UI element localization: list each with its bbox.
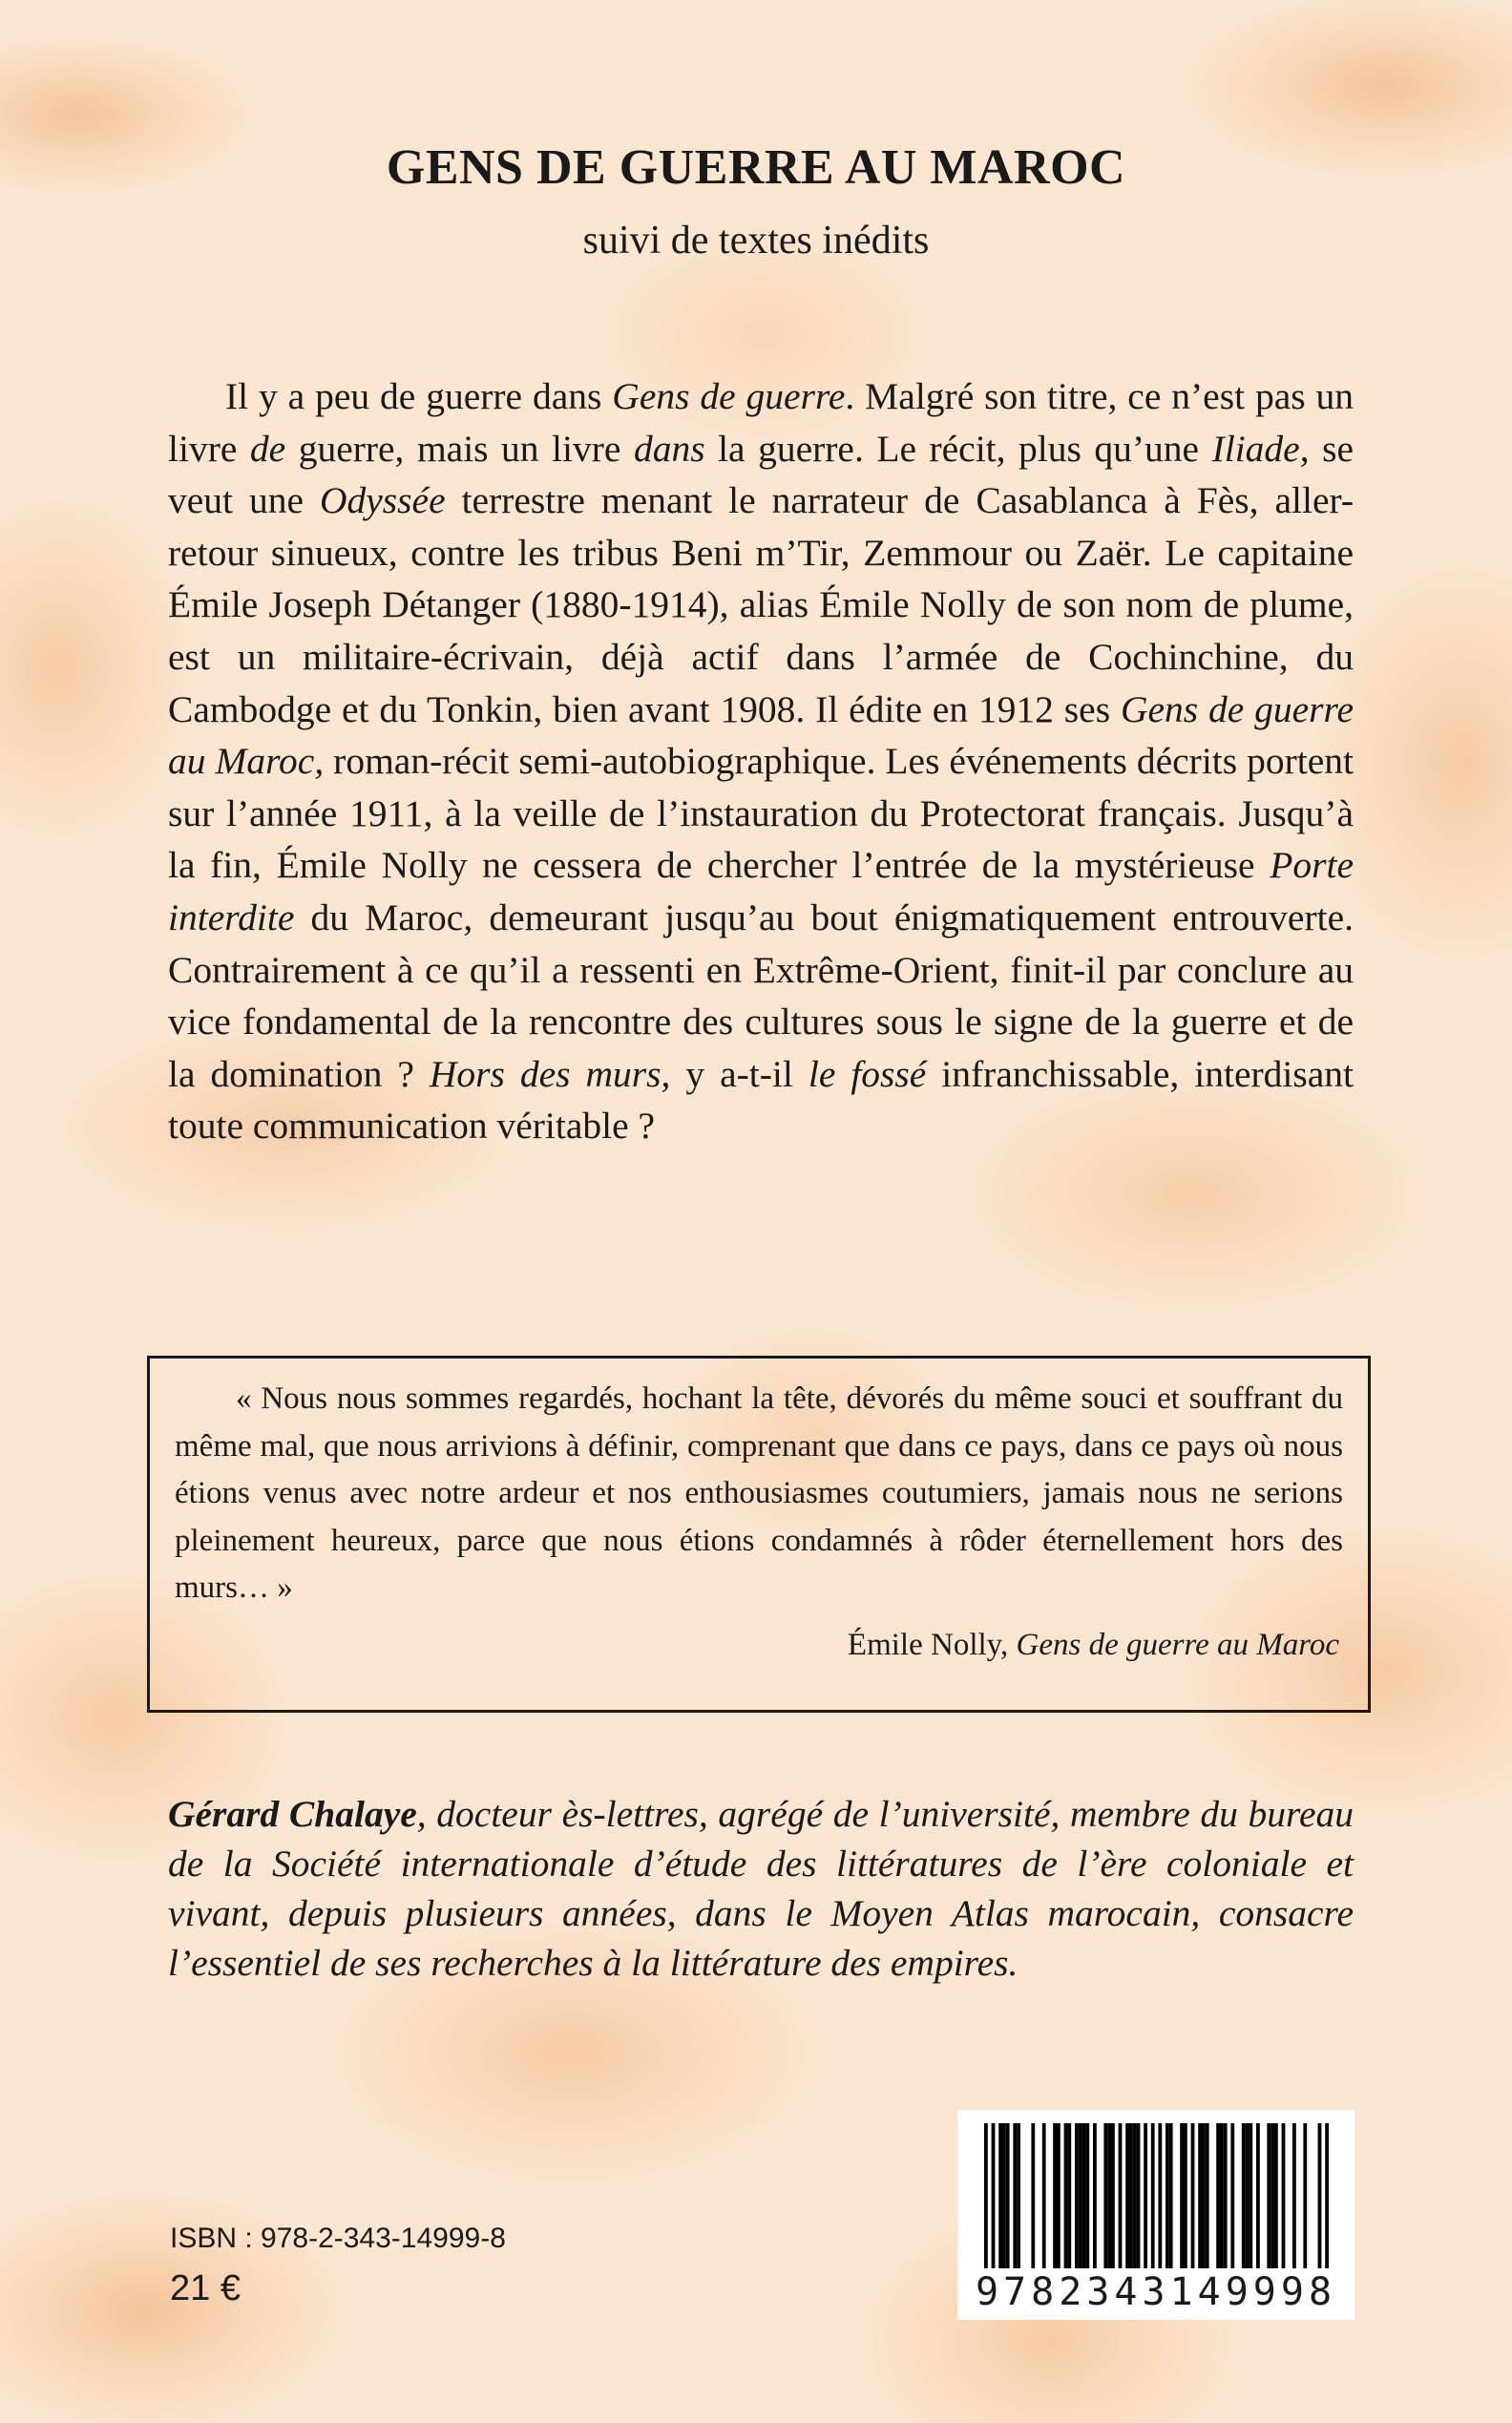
barcode-bar: [1202, 2123, 1206, 2268]
barcode-bar: [1169, 2123, 1173, 2268]
quote-attribution: [848, 1622, 1339, 1670]
barcode-bar: [1125, 2123, 1129, 2268]
summary-italic: dans: [633, 427, 705, 470]
barcode-bar: [1151, 2123, 1155, 2268]
barcode-bar: [1013, 2123, 1017, 2268]
barcode-bar: [1082, 2123, 1086, 2268]
summary-italic: Iliade: [1211, 427, 1300, 470]
barcode-bar: [1249, 2123, 1252, 2268]
barcode-bar: [1230, 2123, 1234, 2268]
barcode-bar: [1166, 2123, 1169, 2268]
summary-italic: Gens de guerre au Maroc,: [168, 687, 1354, 783]
barcode-bar: [1158, 2123, 1162, 2268]
barcode-bar: [1318, 2123, 1322, 2268]
barcode-bar: [1256, 2123, 1260, 2268]
barcode-bar: [1031, 2123, 1035, 2268]
summary-text: roman-récit semi-autobiographique. Les événements décrits portent sur l’année 1911, à la veille de l’instauration du Protectorat français. Jusqu’à la fin, Émile Nolly ne cessera de chercher l’entrée de la mystérieuse: [168, 740, 1354, 887]
barcode-bar: [1093, 2123, 1097, 2268]
book-subtitle: suivi de textes inédits: [582, 219, 930, 263]
barcode-bar: [1267, 2123, 1270, 2268]
barcode-bar: [1053, 2123, 1057, 2268]
barcode-bar: [1220, 2123, 1224, 2268]
barcode-bar: [1144, 2123, 1147, 2268]
summary-text: terrestre menant le narrateur de Casablanca à Fès, aller-retour sinueux, contre les tribus Beni m’Tir, Zemmour ou Zaër. Le capitaine Émile Joseph Détanger (1880-1914), alias Émile Nolly de son nom de plume, est un militaire-écrivain, déjà actif dans l’armée de Cochinchine, du Cambodge et du Tonkin, bien avant 1908. Il édite en 1912 ses: [168, 479, 1354, 730]
barcode-bar: [1017, 2123, 1020, 2268]
barcode: [957, 2110, 1354, 2320]
barcode-bar: [1274, 2123, 1278, 2268]
barcode-bar: [984, 2123, 988, 2268]
barcode-bar: [1292, 2123, 1296, 2268]
summary-italic: le fossé: [808, 1052, 927, 1095]
summary-italic: Porte interdite: [168, 844, 1354, 938]
quote-text: « Nous nous sommes regardés, hochant la tête, dévorés du même souci et souffrant du même mal, que nous arrivions à définir, comprenant que dans ce pays, dans ce pays où nous étions venus avec notre ardeur et nos enthousiasmes coutumiers, jamais nous ne serions pleinement heureux, parce que nous étions condamnés à rôder éternellement hors des murs… »: [175, 1381, 1343, 1605]
barcode-bar: [998, 2123, 1002, 2268]
barcode-bar: [1242, 2123, 1246, 2268]
barcode-bar: [1085, 2123, 1089, 2268]
author-bio-text: , docteur ès-lettres, agrégé de l’université, membre du bureau de la Société internationale d’étude des littératures de l’ère coloniale et vivant, depuis plusieurs années, dans le Moyen Atlas marocain, consacre l’essentiel de ses recherches à la littérature des empires.: [168, 1793, 1354, 1984]
barcode-bar: [1119, 2123, 1123, 2268]
barcode-bar: [1206, 2123, 1209, 2268]
summary-italic: Odyssée: [319, 479, 446, 522]
author-name: Gérard Chalaye: [168, 1793, 417, 1835]
quote-work: Gens de guerre au Maroc: [1016, 1628, 1339, 1662]
summary-paragraph: [168, 370, 1354, 1152]
author-bio: [168, 1789, 1354, 1988]
summary-text: , y a-t-il: [661, 1052, 808, 1095]
barcode-bar: [1270, 2123, 1274, 2268]
barcode-bar: [1057, 2123, 1060, 2268]
barcode-bar: [1191, 2123, 1195, 2268]
summary-italic: de: [249, 427, 286, 470]
price-label: 21 €: [170, 2268, 241, 2308]
summary-text: , se veut une: [168, 427, 1354, 522]
barcode-bar: [1002, 2123, 1006, 2268]
barcode-bar: [1042, 2123, 1046, 2268]
summary-text: guerre, mais un livre: [285, 427, 634, 470]
barcode-bar: [1198, 2123, 1202, 2268]
summary-text: la guerre. Le récit, plus qu’une: [704, 427, 1212, 470]
barcode-bar: [1325, 2123, 1329, 2268]
barcode-bar: [1107, 2123, 1111, 2268]
summary-italic: Hors des murs: [429, 1052, 662, 1095]
book-title: GENS DE GUERRE AU MAROC: [386, 140, 1126, 195]
quote-box: [147, 1356, 1371, 1713]
barcode-bar: [1224, 2123, 1228, 2268]
barcode-digits: 9782343149998: [975, 2270, 1337, 2314]
barcode-bar: [1079, 2123, 1082, 2268]
barcode-bar: [1129, 2123, 1133, 2268]
barcode-bar: [1282, 2123, 1286, 2268]
barcode-bar: [1180, 2123, 1184, 2268]
barcode-bar: [992, 2123, 996, 2268]
barcode-bar: [1216, 2123, 1220, 2268]
barcode-bar: [1303, 2123, 1307, 2268]
barcode-bar: [1067, 2123, 1071, 2268]
barcode-bar: [1137, 2123, 1141, 2268]
barcode-bar: [1133, 2123, 1137, 2268]
barcode-bar: [1246, 2123, 1250, 2268]
barcode-bar: [1075, 2123, 1079, 2268]
barcode-bar: [1111, 2123, 1115, 2268]
summary-italic: Gens de guerre: [612, 375, 846, 417]
summary-text: Il y a peu de guerre dans: [225, 375, 613, 417]
barcode-bar: [1006, 2123, 1010, 2268]
isbn-label: ISBN : 978-2-343-14999-8: [170, 2223, 506, 2254]
summary-text: . Malgré son titre, ce n’est pas un livre: [168, 375, 1354, 470]
barcode-bar: [1103, 2123, 1107, 2268]
quote-author: Émile Nolly,: [847, 1628, 1017, 1662]
barcode-bar: [1064, 2123, 1068, 2268]
summary-text: infranchissable, interdisant toute communication véritable ?: [168, 1052, 1354, 1148]
summary-text: du Maroc, demeurant jusqu’au bout énigmatiquement entrouverte. Contrairement à ce qu’il a ressenti en Extrême-Orient, finit-il par conclure au vice fondamental de la rencontre des cultures sous le signe de la guerre et de la domination ?: [168, 895, 1354, 1095]
barcode-bar: [1184, 2123, 1187, 2268]
